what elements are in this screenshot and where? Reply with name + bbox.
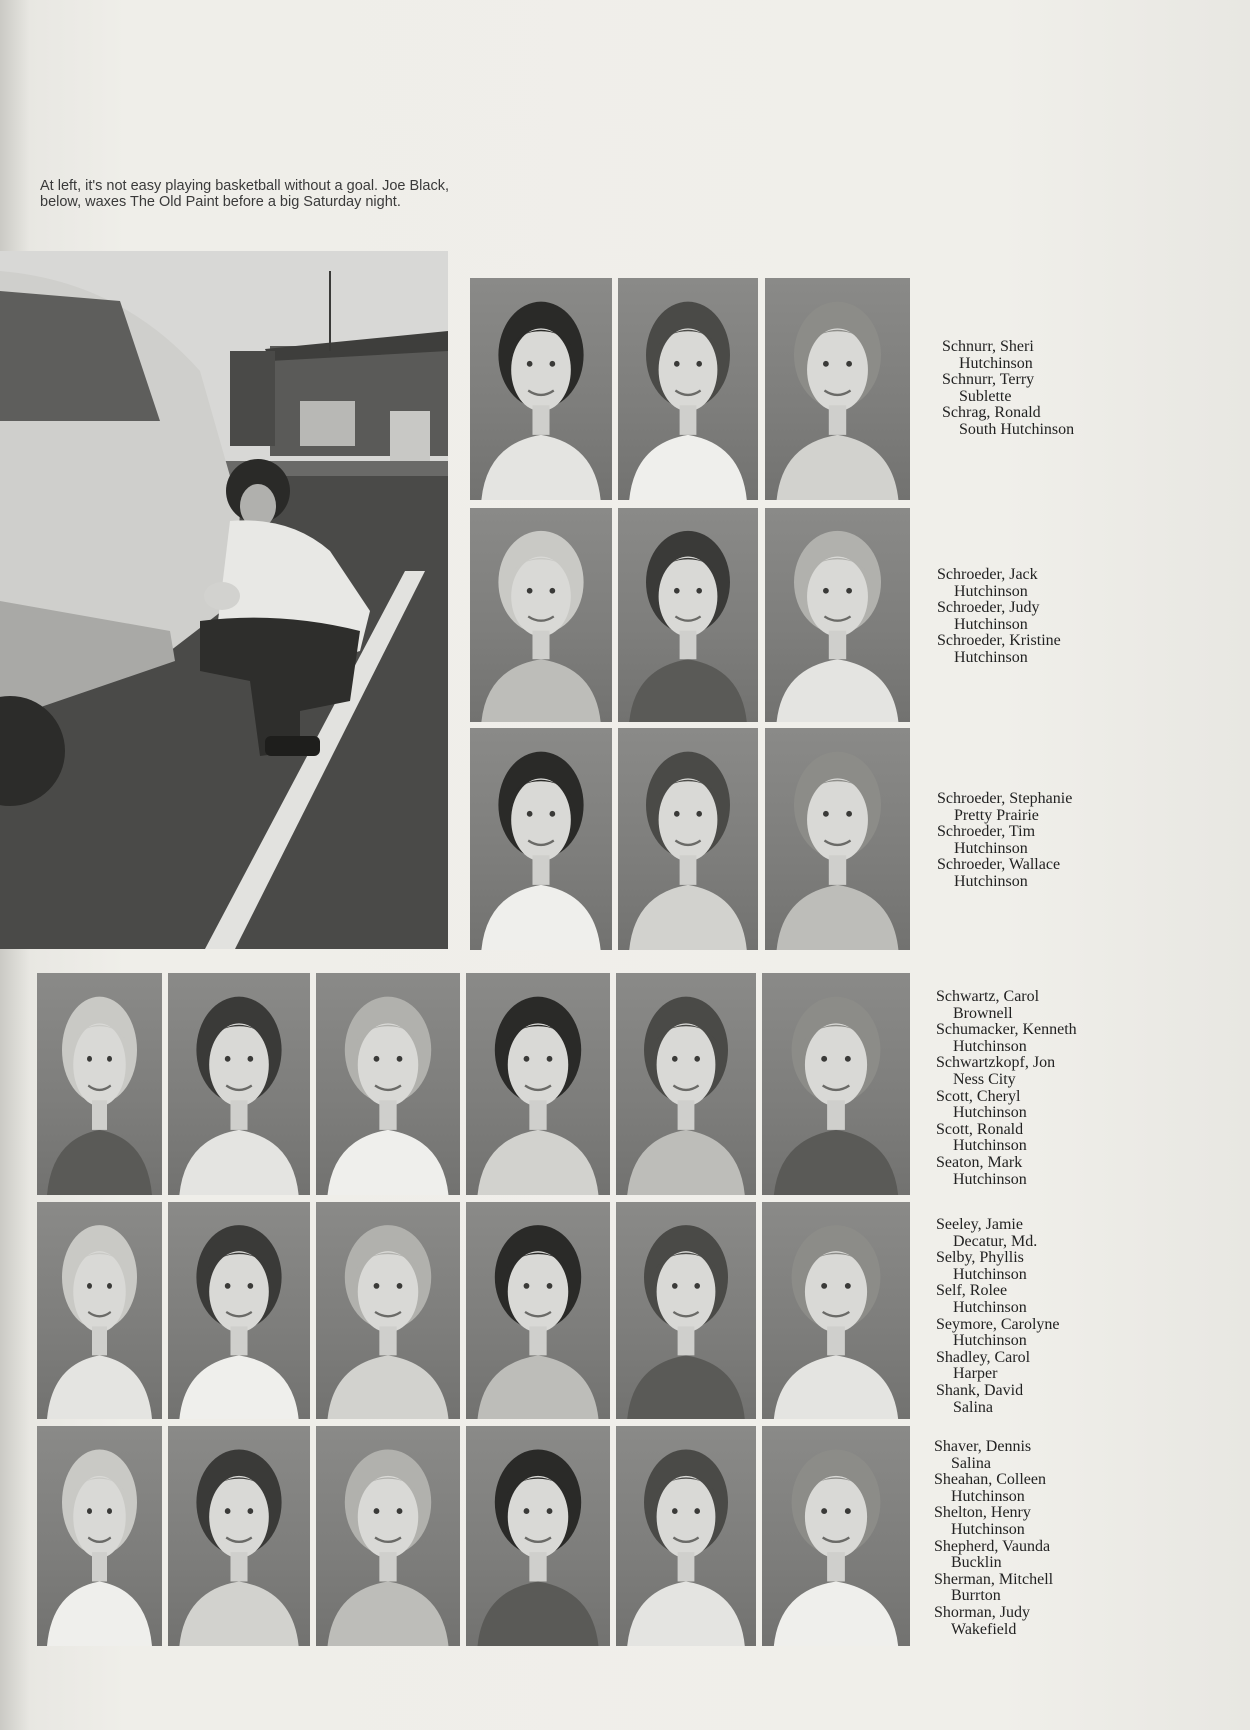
photo-caption: At left, it's not easy playing basketball without a goal. Joe Black, below, waxes The Old Paint before a big Saturday night. [40,178,449,210]
portrait-silhouette [616,973,756,1195]
name-entry: Shelton, Henry Hutchinson [934,1504,1031,1538]
name-entry: Selby, Phyllis Hutchinson [936,1249,1027,1283]
portrait-silhouette [37,973,162,1195]
portrait-schroeder-judy [618,508,758,722]
portrait-sherman-mitchell [616,1426,756,1646]
portrait-shorman-judy [762,1426,910,1646]
portrait-shepherd-vaunda [466,1426,610,1646]
portrait-silhouette [616,1202,756,1419]
portrait-silhouette [37,1202,162,1419]
portrait-schroeder-tim [618,728,758,950]
portrait-shaver-dennis [37,1426,162,1646]
portrait-scott-ronald [616,973,756,1195]
candid-photo-car-waxing [0,251,448,949]
name-entry: Scott, Ronald Hutchinson [936,1120,1027,1155]
name-entry: Seymore, Carolyne Hutchinson [936,1315,1060,1350]
name-entry: Shorman, Judy Wakefield [934,1603,1030,1638]
portrait-silhouette [466,973,610,1195]
portrait-silhouette [765,728,910,950]
portrait-schumacker-kenneth [168,973,310,1195]
portrait-seymore-carolyne [466,1202,610,1419]
portrait-schroeder-jack [470,508,612,722]
portrait-silhouette [762,1202,910,1419]
name-entry: Schroeder, Jack Hutchinson [937,566,1038,600]
name-entry: Schnurr, Sheri Hutchinson [942,338,1034,372]
portrait-schrag-ronald [765,278,910,500]
name-entry: Shepherd, Vaunda Bucklin [934,1537,1051,1572]
name-entry: Schnurr, Terry Sublette [942,371,1035,405]
portrait-silhouette [37,1426,162,1646]
portrait-silhouette [168,1426,310,1646]
name-entry: Seaton, Mark Hutchinson [936,1153,1027,1188]
portrait-seeley-jamie [37,1202,162,1419]
portrait-silhouette [466,1426,610,1646]
name-entry: Seeley, Jamie Decatur, Md. [936,1216,1038,1250]
portrait-selby-phyllis [168,1202,310,1419]
portrait-silhouette [765,278,910,500]
portrait-silhouette [765,508,910,722]
name-entry: Schwartz, Carol Brownell [936,988,1040,1022]
portrait-silhouette [470,278,612,500]
names-group-2 [937,567,1061,667]
portrait-silhouette [168,1202,310,1419]
name-entry: Schroeder, Tim Hutchinson [937,823,1036,857]
portrait-silhouette [316,1426,460,1646]
portrait-silhouette [618,278,758,500]
names-group-1 [942,339,1074,439]
name-entry: Schrag, Ronald South Hutchinson [942,404,1075,438]
name-entry: Sherman, Mitchell Burrton [934,1570,1054,1605]
portrait-silhouette [762,1426,910,1646]
name-entry: Shaver, Dennis Salina [934,1438,1032,1472]
portrait-silhouette [316,1202,460,1419]
name-entry: Schroeder, Kristine Hutchinson [937,632,1061,666]
name-entry: Shank, David Salina [936,1381,1024,1416]
portrait-silhouette [762,973,910,1195]
name-entry: Sheahan, Colleen Hutchinson [934,1471,1046,1505]
portrait-schnurr-terry [618,278,758,500]
portrait-seaton-mark [762,973,910,1195]
portrait-silhouette [316,973,460,1195]
portrait-silhouette [168,973,310,1195]
portrait-schroeder-kristine [765,508,910,722]
name-entry: Shadley, Carol Harper [936,1348,1031,1383]
portrait-schwartzkopf-jon [316,973,460,1195]
portrait-silhouette [616,1426,756,1646]
name-entry: Schroeder, Judy Hutchinson [937,599,1040,633]
name-entry: Self, Rolee Hutchinson [936,1282,1027,1316]
name-entry: Scott, Cheryl Hutchinson [936,1087,1027,1122]
name-entry: Schumacker, Kenneth Hutchinson [936,1021,1077,1055]
portrait-self-rolee [316,1202,460,1419]
portrait-silhouette [466,1202,610,1419]
names-group-3 [937,791,1072,891]
portrait-sheahan-colleen [168,1426,310,1646]
portrait-schwartz-carol [37,973,162,1195]
name-entry: Schroeder, Wallace Hutchinson [937,856,1061,890]
portrait-silhouette [618,728,758,950]
portrait-shank-david [762,1202,910,1419]
name-entry: Schroeder, Stephanie Pretty Prairie [937,790,1073,824]
portrait-silhouette [470,508,612,722]
names-group-5 [936,1217,1060,1416]
portrait-silhouette [470,728,612,950]
portrait-schroeder-wallace [765,728,910,950]
name-entry: Schwartzkopf, Jon Ness City [936,1054,1056,1088]
portrait-schroeder-stephanie [470,728,612,950]
portrait-schnurr-sheri [470,278,612,500]
portrait-shelton-henry [316,1426,460,1646]
names-group-6 [934,1439,1053,1638]
portrait-shadley-carol [616,1202,756,1419]
portrait-silhouette [618,508,758,722]
names-group-4 [936,989,1077,1188]
portrait-scott-cheryl [466,973,610,1195]
